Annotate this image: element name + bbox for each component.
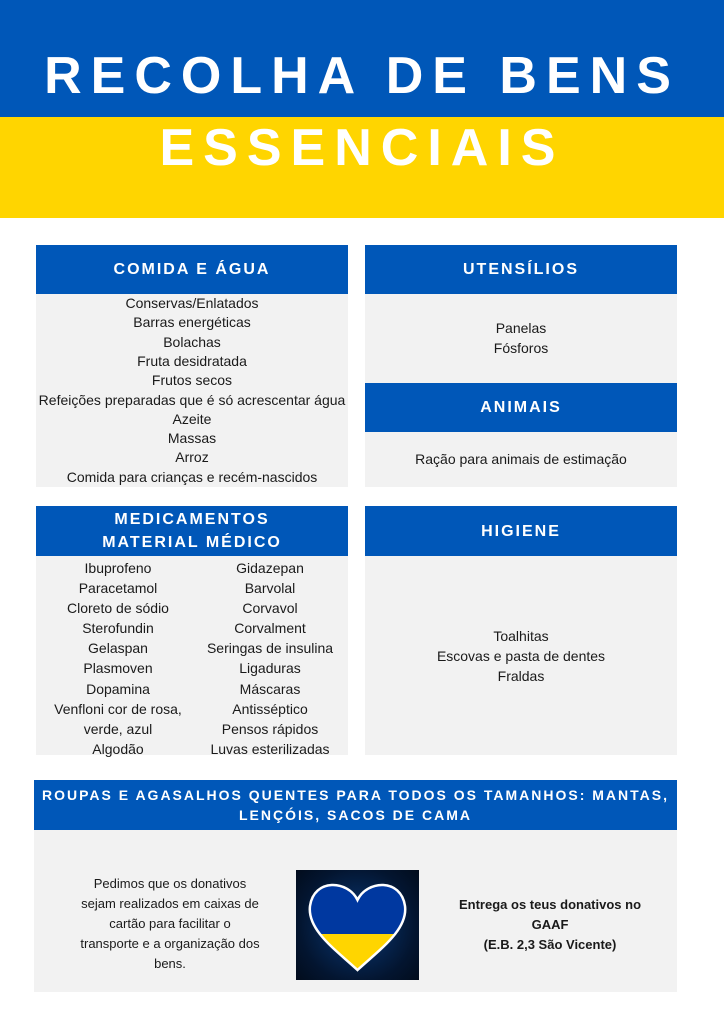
ukraine-flag-heart-icon [296,870,419,980]
hygiene-header: HIGIENE [365,506,677,556]
food-list [36,294,348,487]
title-line1: RECOLHA DE BENS [44,47,680,105]
clothes-title-line1: ROUPAS E AGASALHOS QUENTES PARA TODOS OS TAMANHOS: MANTAS, [41,787,670,803]
list-item: Conservas/Enlatados [125,295,259,312]
list-item: bens. [154,956,186,971]
title-line2: ESSENCIAIS [159,119,565,177]
list-item: Algodão [92,740,144,757]
list-item: Pedimos que os donativos [93,876,247,891]
list-item: Gidazepan [236,560,304,576]
list-item: Ração para animais de estimação [415,450,627,467]
list-item: Arroz [175,449,209,466]
list-item: Seringas de insulina [206,640,334,657]
animals-header: ANIMAIS [365,383,677,432]
medical-header [36,506,348,556]
list-item: Corvavol [242,600,298,617]
list-item: Toalhitas [493,627,549,644]
list-item: Cloreto de sódio [67,600,169,617]
list-item: Máscaras [239,680,301,697]
list-item: Refeições preparadas que é só acrescentar água [38,391,346,408]
list-item: Barvolal [244,580,296,597]
list-item: Pensos rápidos [221,720,319,737]
delivery-line2: (E.B. 2,3 São Vicente) [483,937,617,952]
delivery-line1: Entrega os teus donativos no GAAF [458,897,642,932]
list-item: Barras energéticas [133,314,251,331]
list-item: cartão para facilitar o [109,916,231,931]
list-item: Corvalment [234,620,306,637]
medical-title-line2: MATERIAL MÉDICO [102,534,282,551]
list-item: Sterofundin [82,620,154,637]
clothes-title-line2: LENÇÓIS, SACOS DE CAMA [238,807,472,823]
delivery-info [440,897,660,952]
medical-title-line1: MEDICAMENTOS [114,511,270,528]
list-item: Fósforos [493,339,549,356]
list-item: Azeite [172,410,212,427]
medical-column-1 [36,558,192,759]
medical-list [36,556,348,755]
list-item: Bolachas [163,333,221,350]
list-item: Gelaspan [88,640,148,657]
list-item: sejam realizados em caixas de [81,896,259,911]
list-item: verde, azul [83,720,153,737]
clothes-header [34,780,677,830]
list-item: Antisséptico [232,700,308,717]
animals-list [365,432,677,487]
list-item: Escovas e pasta de dentes [436,647,606,664]
list-item: Luvas esterilizadas [210,740,330,757]
list-item: Paracetamol [78,580,158,597]
list-item: Panelas [495,320,547,337]
list-item: Fraldas [497,667,545,684]
list-item: Ligaduras [239,660,301,677]
utensils-header: UTENSÍLIOS [365,245,677,294]
list-item: Fruta desidratada [137,352,247,369]
food-header: COMIDA E ÁGUA [36,245,348,294]
medical-column-2 [192,558,348,759]
list-item: Plasmoven [83,660,153,677]
list-item: transporte e a organização dos [80,936,260,951]
hygiene-list [365,556,677,755]
list-item: Massas [167,430,217,447]
list-item: Dopamina [86,680,150,697]
utensils-list [365,294,677,383]
list-item: Frutos secos [151,372,233,389]
donation-note [70,874,270,974]
list-item: Ibuprofeno [84,560,152,576]
list-item: Comida para crianças e recém-nascidos [66,468,318,485]
list-item: Venfloni cor de rosa, [54,700,182,717]
